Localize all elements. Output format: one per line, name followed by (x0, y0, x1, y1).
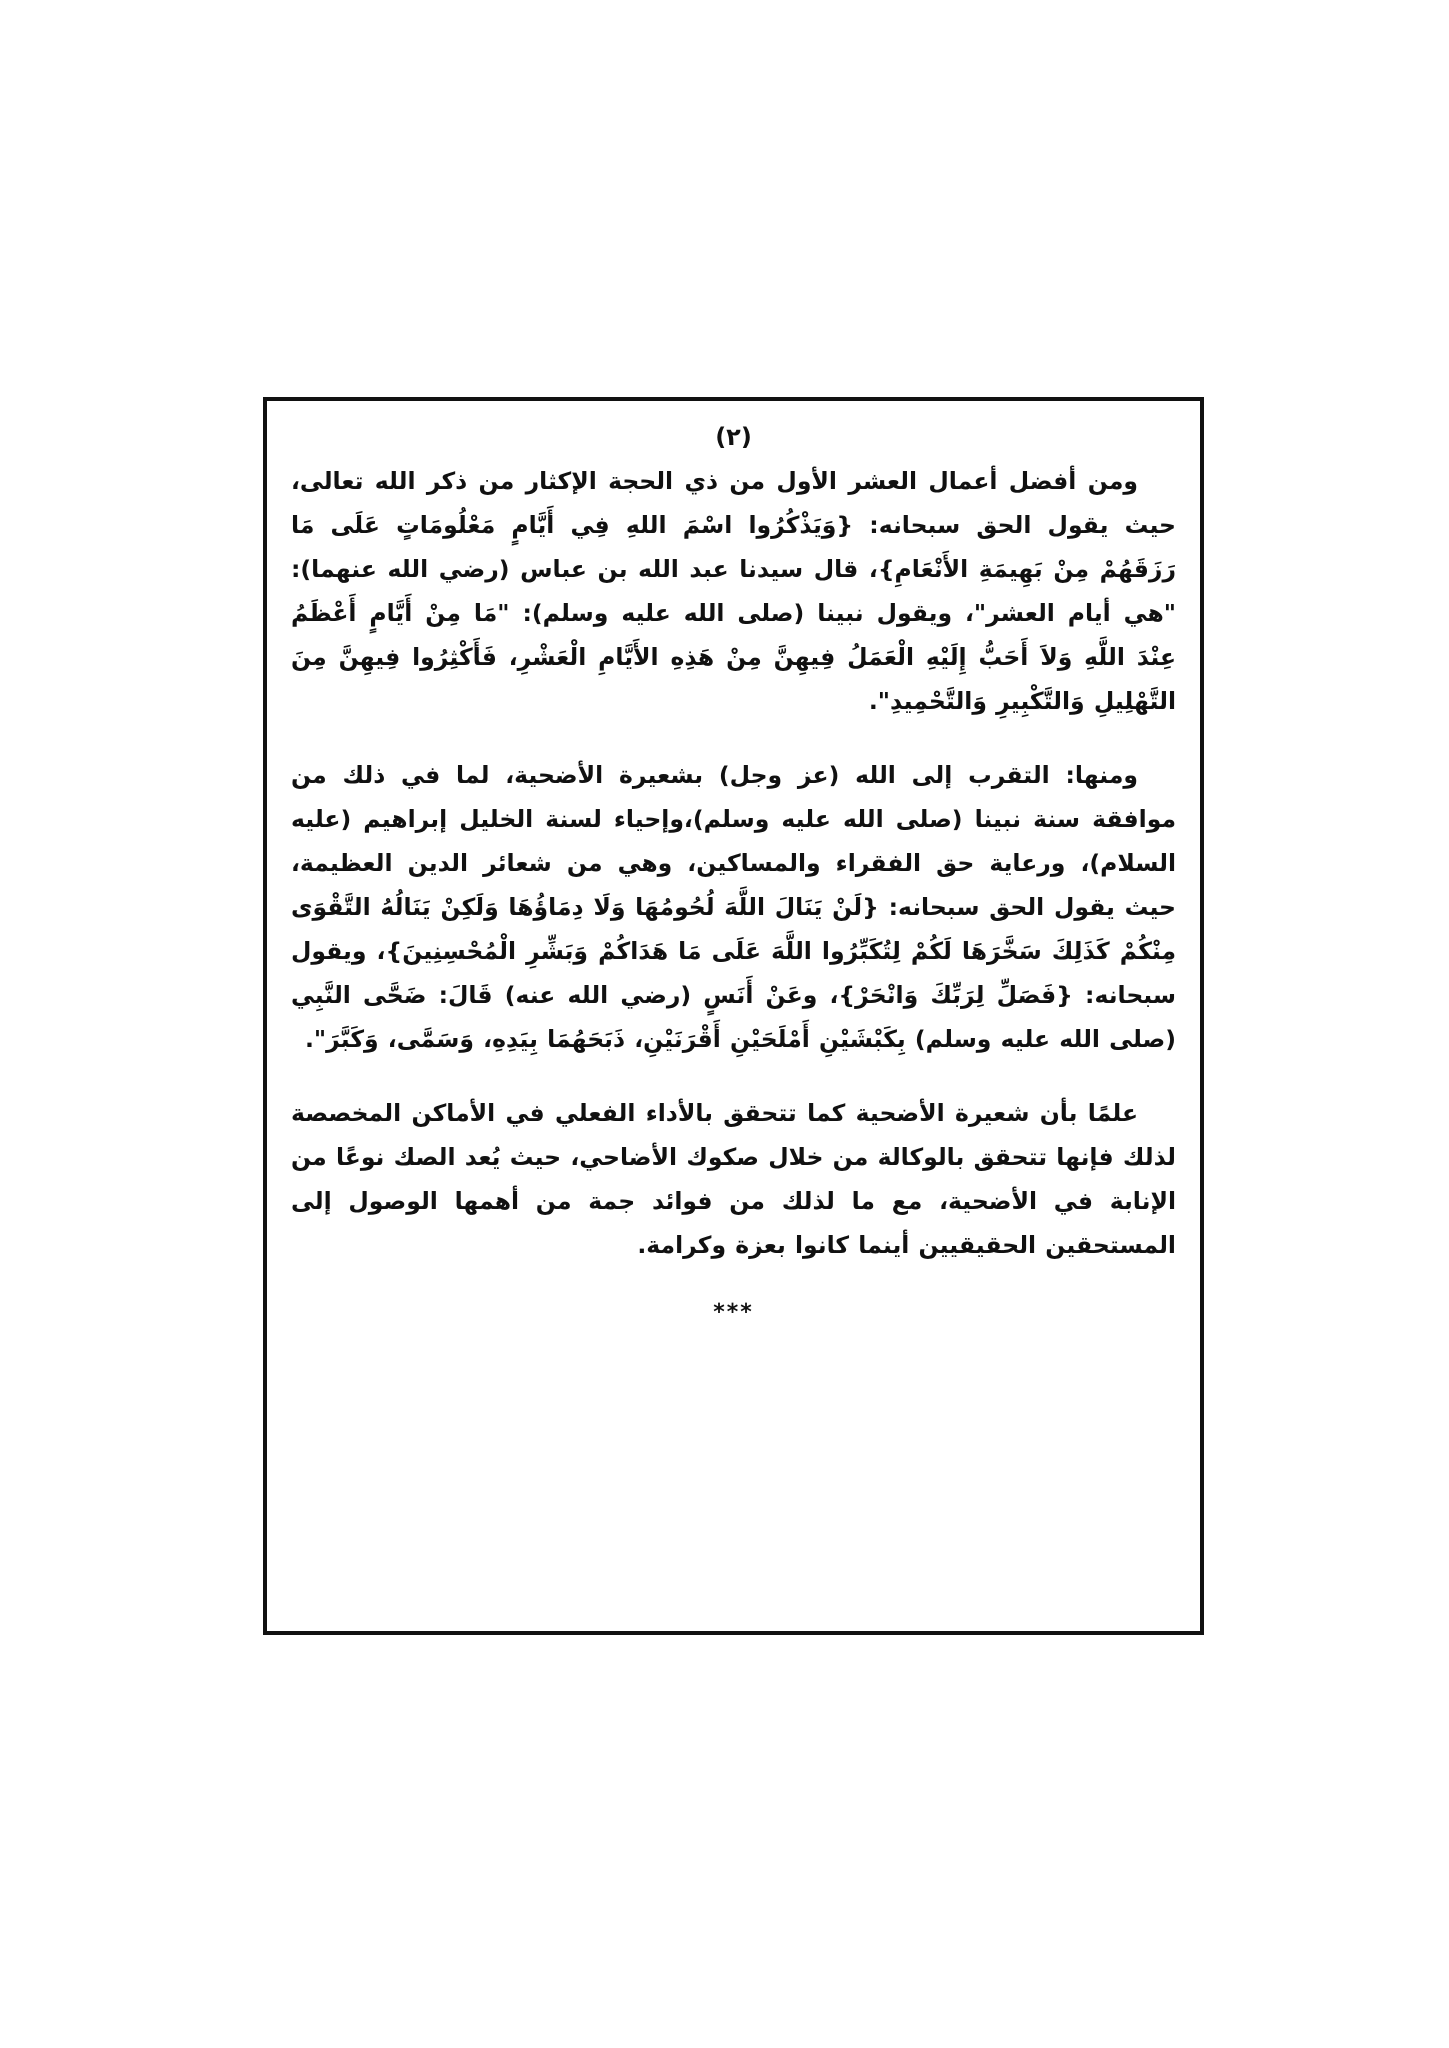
paragraph-spacer (291, 1061, 1176, 1091)
end-mark: *** (713, 1300, 754, 1325)
paragraph-spacer (291, 723, 1176, 753)
paragraph-dhikr: ومن أفضل أعمال العشر الأول من ذي الحجة الإكثار من ذكر الله تعالى، حيث يقول الحق سبحانه: {وَيَذْكُرُوا اسْمَ اللهِ فِي أَيَّامٍ مَعْلُومَاتٍ عَلَى مَا رَزَقَهُمْ مِنْ بَهِيمَةِ الأَنْعَامِ}، قال سيدنا عبد الله بن عباس (رضي الله عنهما): "هي أيام العشر"، ويقول نبينا (صلى الله عليه وسلم): "مَا مِنْ أَيَّامٍ أَعْظَمُ عِنْدَ اللَّهِ وَلاَ أَحَبُّ إِلَيْهِ الْعَمَلُ فِيهِنَّ مِنْ هَذِهِ الأَيَّامِ الْعَشْرِ، فَأَكْثِرُوا فِيهِنَّ مِنَ التَّهْلِيلِ وَالتَّكْبِيرِ وَالتَّحْمِيدِ". (291, 467, 1176, 715)
paragraph-udhiyah: ومنها: التقرب إلى الله (عز وجل) بشعيرة الأضحية، لما في ذلك من موافقة سنة نبينا (صلى الله عليه وسلم)،وإحياء لسنة الخليل إبراهيم (عليه السلام)، ورعاية حق الفقراء والمساكين، وهي من شعائر الدين العظيمة، حيث يقول الحق سبحانه: {لَنْ يَنَالَ اللَّهَ لُحُومُهَا وَلَا دِمَاؤُهَا وَلَكِنْ يَنَالُهُ التَّقْوَى مِنْكُمْ كَذَلِكَ سَخَّرَهَا لَكُمْ لِتُكَبِّرُوا اللَّهَ عَلَى مَا هَدَاكُمْ وَبَشِّرِ الْمُحْسِنِينَ}، ويقول سبحانه: {فَصَلِّ لِرَبِّكَ وَانْحَرْ}، وعَنْ أَنَسٍ (رضي الله عنه) قَالَ: ضَحَّى النَّبِي (صلى الله عليه وسلم) بِكَبْشَيْنِ أَمْلَحَيْنِ أَقْرَنَيْنِ، ذَبَحَهُمَا بِيَدِهِ، وَسَمَّى، وَكَبَّرَ". (291, 761, 1176, 1053)
page-number: (٢) (715, 423, 752, 451)
paragraph-sukuk: علمًا بأن شعيرة الأضحية كما تتحقق بالأداء الفعلي في الأماكن المخصصة لذلك فإنها تتحقق بالوكالة من خلال صكوك الأضاحي، حيث يُعد الصك نوعًا من الإنابة في الأضحية، مع ما لذلك من فوائد جمة من أهمها الوصول إلى المستحقين الحقيقيين أينما كانوا بعزة وكرامة. (291, 1099, 1176, 1259)
page-border-frame (263, 397, 1204, 1635)
